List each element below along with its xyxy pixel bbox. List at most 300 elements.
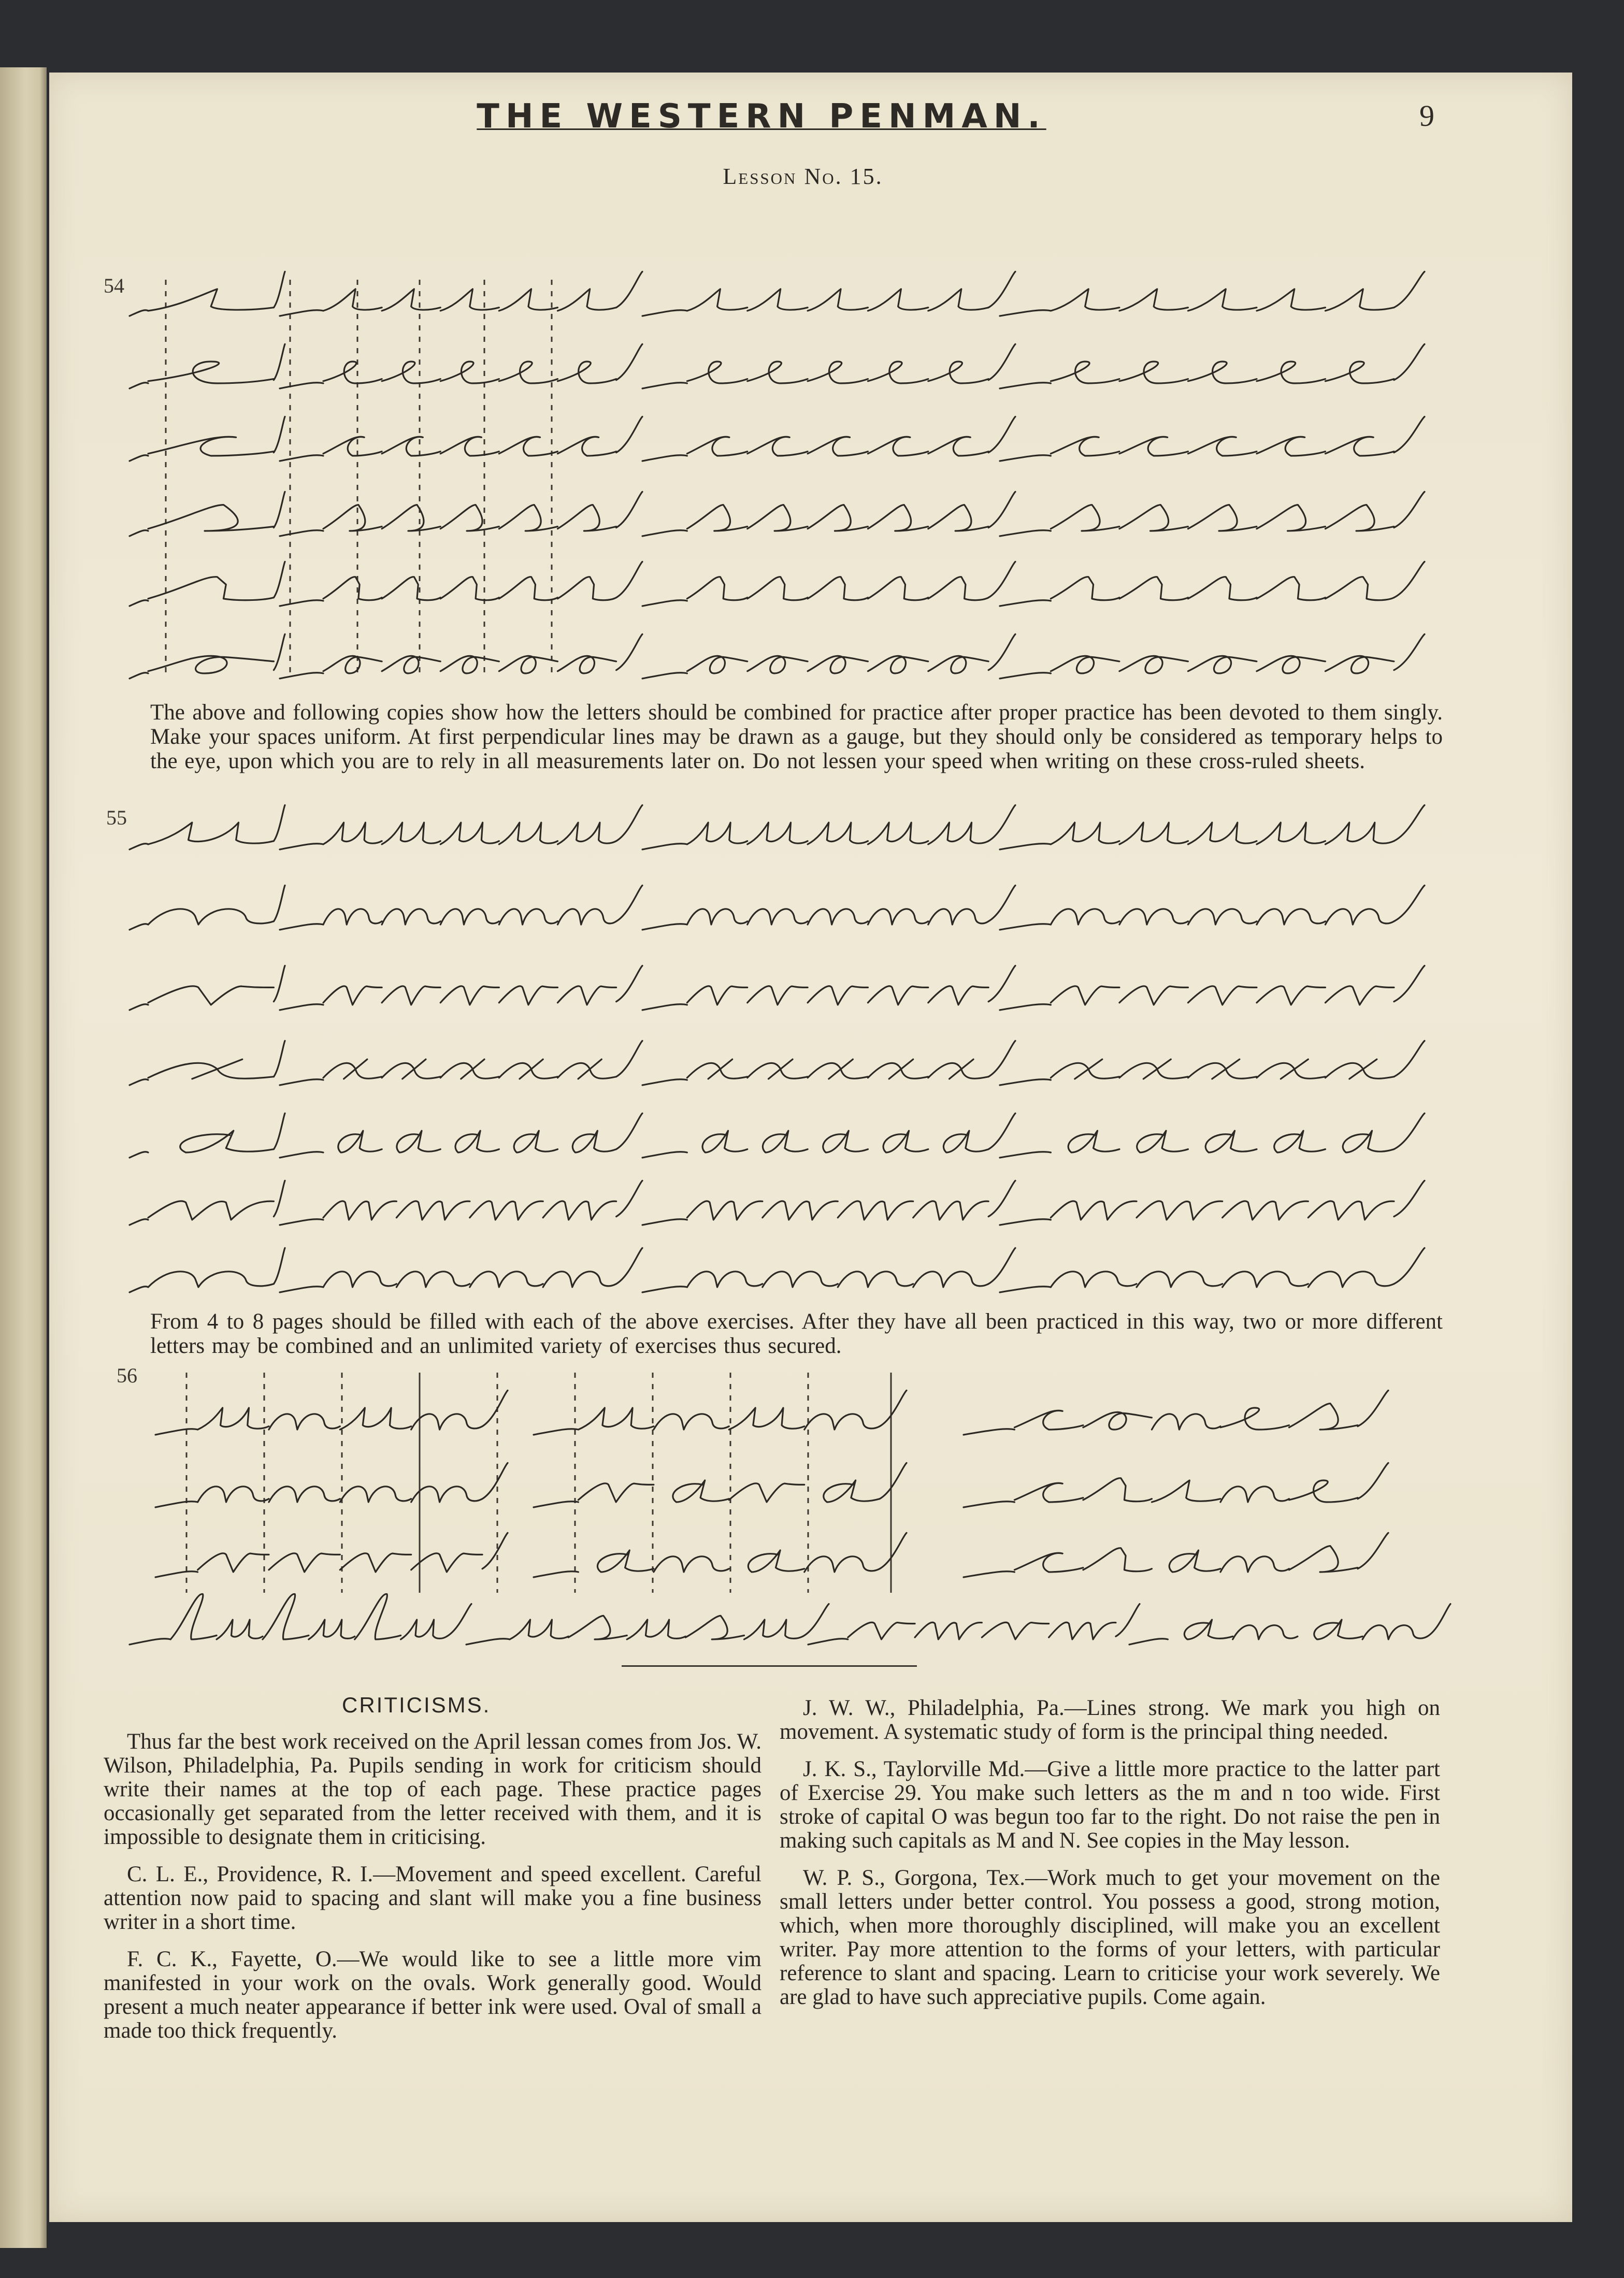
ex55-row3-group1-lead	[280, 1079, 323, 1085]
ex56-row3-group1-letter-u	[627, 1620, 685, 1639]
ex56-row2-group2-exit	[1358, 1533, 1388, 1568]
ex55-row4-group1-letter-a	[455, 1131, 499, 1152]
ex56-row0-group2-letter-c	[1014, 1410, 1083, 1430]
ex55-row2-group3-letter-v	[1051, 986, 1119, 1005]
ex55-row3-group2-letter-x	[808, 1059, 868, 1079]
ex56-row3-group1-letter-s	[685, 1616, 744, 1639]
ex54-row1-group0-lead	[130, 383, 148, 388]
ex54-row2-group3-letter-c	[1257, 437, 1326, 456]
intro-paragraph	[150, 700, 1443, 773]
ex55-row2-group2-exit	[988, 965, 1015, 1001]
ex55-row2-group2-letter-v	[687, 986, 747, 1005]
ex54-row5-group1-exit	[616, 634, 642, 670]
ex55-row4-group2-letter-a	[763, 1131, 808, 1152]
ex54-row4-group1-exit	[616, 561, 642, 597]
ex56-row2-group2-letter-a	[1169, 1550, 1220, 1572]
ex54-row3-group1-lead	[280, 530, 323, 536]
ex55-row1-group1-exit	[616, 885, 642, 921]
ex56-row3-group3-letter-m	[1233, 1625, 1298, 1639]
ex54-row4-group3-letter-r	[1325, 577, 1394, 600]
ex55-row0-group3-letter-u	[1257, 823, 1326, 844]
ex56-row3-group2-letter-w	[915, 1622, 982, 1639]
ex54-row4-group1-letter-r	[499, 577, 557, 600]
ex56-row2-group0-letter-v	[340, 1553, 411, 1572]
criticisms-left-column	[104, 1730, 761, 2056]
ex54-row0-group0-letter-i	[148, 289, 274, 311]
ex54-row2-group3-lead	[1000, 455, 1051, 461]
ex55-row6-group0-lead	[130, 1287, 148, 1292]
criticisms-heading: CRITICISMS.	[342, 1693, 491, 1717]
ex56-row2-group0-lead	[155, 1571, 198, 1577]
ex55-row0-group1-exit	[616, 805, 642, 841]
ex54-row3-group3-letter-s	[1257, 505, 1326, 531]
ex55-row3-group3-letter-x	[1188, 1059, 1257, 1079]
ex56-row2-group1-lead	[534, 1571, 578, 1577]
ex55-row2-group1-letter-v	[557, 986, 616, 1005]
ex54-row4-group3-letter-r	[1051, 577, 1119, 600]
ex54-row0-group3-lead	[1000, 310, 1051, 316]
ex54-row4-group3-exit	[1394, 561, 1425, 597]
ex56-row1-group1-letter-v	[729, 1483, 804, 1502]
ex55-row5-group0-letter-w	[148, 1201, 274, 1220]
ex56-row3-group0-exit	[447, 1604, 471, 1637]
ex55-row4-group0-lead	[130, 1152, 148, 1158]
ex54-row0-group0-lead	[130, 310, 148, 316]
ex55-row6-group3-letter-m	[1223, 1272, 1309, 1287]
ex54-row5-group2-letter-o	[748, 656, 808, 673]
ex55-row3-group0-letter-x	[148, 1059, 274, 1079]
ex55-row3-group3-letter-x	[1257, 1059, 1326, 1079]
ex56-row3-group2-letter-v	[848, 1622, 915, 1639]
ex54-row5-group1-lead	[280, 673, 323, 679]
ex56-row1-group2-letter-e	[1289, 1480, 1358, 1502]
ex56-row2-group0-letter-v	[269, 1553, 340, 1572]
ex56-row3-group3-lead	[1129, 1639, 1168, 1645]
ex54-row1-group3-letter-e	[1188, 362, 1257, 383]
ex55-row1-group3-lead	[1000, 924, 1051, 930]
ex54-row4-group1-lead	[280, 600, 323, 606]
ex54-row4-group2-letter-r	[748, 577, 808, 600]
ex56-row1-group0-letter-n	[340, 1487, 411, 1502]
ex55-row2-group1-letter-v	[440, 986, 499, 1005]
ex54-row3-group2-exit	[988, 492, 1015, 527]
pages-text: From 4 to 8 pages should be filled with each of the above exercises. After they have all been practiced in this way, two or more different letters may be combined and an unlimited variety of exercises thus secured.	[150, 1309, 1443, 1358]
ex55-row2-group3-exit	[1394, 965, 1425, 1001]
ex56-row2-group0-letter-v	[198, 1553, 269, 1572]
ex54-row5-group3-letter-o	[1119, 656, 1188, 673]
ex55-row5-group2-letter-w	[838, 1201, 913, 1220]
ex55-row5-group1-letter-w	[396, 1201, 469, 1220]
ex55-row3-group1-letter-x	[557, 1059, 616, 1079]
ex55-row1-group2-lead	[642, 924, 687, 930]
ex55-row0-group1-letter-u	[440, 823, 499, 844]
ex54-row2-group1-letter-c	[557, 437, 616, 456]
exercise-number-54: 54	[104, 274, 124, 297]
ex55-row5-group3-letter-w	[1308, 1201, 1394, 1220]
ex55-row5-group3-letter-w	[1223, 1201, 1309, 1220]
ex55-row4-group1-letter-a	[514, 1131, 557, 1152]
ex55-row2-group0-letter-v	[148, 986, 274, 1005]
ex54-row3-group3-exit	[1394, 492, 1425, 527]
ex56-row3-group2-letter-w	[1049, 1622, 1116, 1639]
ex56-row3-group0-letter-l	[263, 1594, 309, 1639]
ex54-row3-group2-letter-s	[868, 505, 928, 531]
ex54-row4-group0-letter-r	[148, 577, 274, 600]
ex56-row1-group1-letter-a	[673, 1480, 729, 1502]
ex56-row2-group1-letter-n	[654, 1556, 729, 1572]
exercise-number-56: 56	[117, 1364, 137, 1387]
ex55-row4-group2-letter-a	[943, 1131, 988, 1152]
ex55-row4-group1-lead	[280, 1152, 323, 1158]
ex54-row3-group1-letter-s	[499, 505, 557, 531]
ex54-row2-group1-lead	[280, 455, 323, 461]
ex55-row6-group0-exit	[274, 1248, 285, 1284]
ex54-row4-group0-lead	[130, 600, 148, 606]
ex54-row3-group2-letter-s	[928, 505, 988, 531]
ex55-row6-group3-exit	[1394, 1248, 1425, 1284]
ex56-row2-group2-letter-c	[1014, 1553, 1083, 1572]
pages-paragraph	[150, 1309, 1443, 1358]
ex55-row2-group1-letter-v	[499, 986, 557, 1005]
ex56-row3-group1-letter-s	[568, 1616, 627, 1639]
ex55-row4-group0-exit	[274, 1113, 285, 1149]
ex56-row1-group0-lead	[155, 1502, 198, 1507]
ex54-row1-group2-letter-e	[928, 362, 988, 383]
ex56-row0-group2-letter-s	[1289, 1404, 1358, 1430]
ex55-row5-group1-exit	[616, 1180, 642, 1216]
ex54-row2-group2-letter-c	[808, 437, 868, 456]
ex55-row1-group3-letter-n	[1119, 909, 1188, 925]
ex56-row3-group2-exit	[1116, 1604, 1140, 1637]
ex54-row2-group2-letter-c	[928, 437, 988, 456]
ex55-row1-group2-letter-n	[928, 909, 988, 925]
ex55-row5-group2-exit	[988, 1180, 1015, 1216]
criticism-paragraph: J. K. S., Taylorville Md.—Give a little more practice to the latter part of Exercise 29. You make such letters as the m and n too wide. First stroke of capital O was begun too far to the right. Do not raise the pen in making such capitals as M and N. See copies in the May lesson.	[780, 1757, 1440, 1853]
ex54-row5-group3-lead	[1000, 673, 1051, 679]
ex55-row2-group3-letter-v	[1188, 986, 1257, 1005]
ex54-row2-group3-exit	[1394, 416, 1425, 452]
ex55-row6-group3-lead	[1000, 1287, 1051, 1292]
ex55-row6-group1-letter-m	[396, 1272, 469, 1287]
ex56-row1-group0-letter-n	[269, 1487, 340, 1502]
ex55-row0-group1-letter-u	[499, 823, 557, 844]
ex54-row1-group0-letter-e	[148, 362, 274, 383]
ex54-row4-group2-letter-r	[687, 577, 747, 600]
ex54-row3-group3-letter-s	[1188, 505, 1257, 531]
ex54-row4-group1-letter-r	[557, 577, 616, 600]
ex54-row2-group1-letter-c	[323, 437, 382, 456]
ex54-row3-group3-letter-s	[1325, 505, 1394, 531]
ex55-row6-group1-letter-m	[323, 1272, 396, 1287]
ex55-row4-group3-letter-a	[1343, 1131, 1394, 1152]
ex56-row0-group1-exit	[880, 1390, 907, 1426]
ex55-row1-group3-letter-n	[1325, 909, 1394, 925]
ex54-row1-group1-letter-e	[323, 362, 382, 383]
ex54-row1-group0-exit	[274, 344, 285, 380]
ex54-row2-group0-exit	[274, 416, 285, 452]
ex56-row2-group0-letter-v	[411, 1553, 482, 1572]
ex54-row0-group3-letter-i	[1325, 289, 1394, 311]
ex54-row5-group3-letter-o	[1257, 656, 1326, 673]
ex56-row2-group1-letter-a	[748, 1550, 804, 1572]
ex55-row4-group1-exit	[616, 1113, 642, 1149]
ex54-row1-group2-letter-e	[748, 362, 808, 383]
ex55-row2-group3-lead	[1000, 1004, 1051, 1010]
ex55-row4-group1-letter-a	[338, 1131, 382, 1152]
ex56-row1-group2-lead	[964, 1502, 1014, 1507]
ex54-row3-group1-letter-s	[382, 505, 440, 531]
ex56-row2-group1-letter-n	[804, 1556, 880, 1572]
running-head: THE WESTERN PENMAN.	[477, 97, 1046, 136]
ex54-row4-group3-letter-r	[1257, 577, 1326, 600]
ex56-row1-group0-letter-n	[411, 1487, 482, 1502]
ex55-row1-group3-letter-n	[1257, 909, 1326, 925]
page-number: 9	[1419, 99, 1434, 133]
ex55-row5-group0-exit	[274, 1180, 285, 1216]
ex56-row2-group2-letter-r	[1083, 1548, 1152, 1571]
ex55-row1-group0-lead	[130, 924, 148, 930]
ex56-row3-group3-letter-a	[1314, 1620, 1362, 1639]
ex54-row1-group2-exit	[988, 344, 1015, 380]
ex55-row3-group2-letter-x	[928, 1059, 988, 1079]
ex56-row0-group0-exit	[482, 1390, 508, 1426]
ex55-row0-group1-letter-u	[382, 823, 440, 844]
section-divider	[622, 1665, 917, 1667]
ex55-row4-group3-letter-a	[1274, 1131, 1326, 1152]
ex54-row4-group3-lead	[1000, 600, 1051, 606]
ex55-row0-group0-exit	[274, 805, 285, 841]
ex55-row0-group1-letter-u	[323, 823, 382, 844]
ex55-row3-group1-exit	[616, 1041, 642, 1076]
ex54-row3-group1-letter-s	[440, 505, 499, 531]
ex55-row6-group3-letter-m	[1308, 1272, 1394, 1287]
ex54-row1-group1-lead	[280, 383, 323, 388]
ex54-row0-group2-letter-i	[868, 289, 928, 311]
ex55-row5-group1-lead	[280, 1219, 323, 1225]
ex56-row3-group0-letter-l	[170, 1594, 217, 1639]
ex54-row2-group1-letter-c	[382, 437, 440, 456]
ex56-row3-group3-exit	[1427, 1604, 1450, 1637]
ex55-row1-group0-letter-n	[148, 909, 274, 925]
ex56-row0-group0-lead	[155, 1429, 198, 1435]
ex54-row5-group1-letter-o	[440, 656, 499, 673]
criticisms-right-column	[780, 1696, 1440, 2023]
ex55-row6-group2-letter-m	[763, 1272, 838, 1287]
ex54-row1-group1-letter-e	[382, 362, 440, 383]
ex55-row3-group1-letter-x	[499, 1059, 557, 1079]
ex56-row0-group2-lead	[964, 1429, 1014, 1435]
ex56-row1-group2-letter-c	[1014, 1483, 1083, 1502]
exercise-number-55: 55	[106, 806, 127, 829]
ex56-row0-group2-letter-n	[1152, 1414, 1220, 1430]
ex54-row5-group2-letter-o	[687, 656, 747, 673]
ex55-row6-group3-letter-m	[1137, 1272, 1223, 1287]
ex54-row0-group3-letter-i	[1188, 289, 1257, 311]
ex54-row1-group3-letter-e	[1325, 362, 1394, 383]
criticism-paragraph: F. C. K., Fayette, O.—We would like to see a little more vim manifested in your work on the ovals. Work generally good. Would present a much neater appearance if better ink were used. Oval of small a made too thick frequently.	[104, 1947, 761, 2043]
ex56-row3-group1-letter-u	[744, 1620, 802, 1639]
ex56-row1-group2-letter-m	[1220, 1487, 1289, 1502]
ex55-row5-group2-lead	[642, 1219, 687, 1225]
ex55-row2-group1-exit	[616, 965, 642, 1001]
ex56-row3-group1-lead	[466, 1639, 510, 1645]
script-strokes	[130, 271, 1450, 1645]
ex55-row5-group0-lead	[130, 1219, 148, 1225]
criticism-paragraph: C. L. E., Providence, R. I.—Movement and speed excellent. Careful attention now paid to spacing and slant will make you a fine business writer in a short time.	[104, 1862, 761, 1934]
ex54-row2-group0-lead	[130, 455, 148, 461]
ex55-row2-group1-letter-v	[323, 986, 382, 1005]
ex55-row0-group0-letter-u	[148, 823, 274, 844]
ex55-row3-group3-letter-x	[1325, 1059, 1394, 1079]
ex56-row0-group2-letter-o	[1083, 1412, 1152, 1430]
ex56-row1-group0-exit	[482, 1463, 508, 1498]
criticism-paragraph: J. W. W., Philadelphia, Pa.—Lines strong. We mark you high on movement. A systematic study of form is the principal thing needed.	[780, 1696, 1440, 1744]
ex54-row4-group2-exit	[988, 561, 1015, 597]
ex56-row2-group2-lead	[964, 1571, 1014, 1577]
ex54-row3-group3-letter-s	[1051, 505, 1119, 531]
ex56-row2-group1-letter-a	[597, 1550, 653, 1572]
ex55-row5-group3-lead	[1000, 1219, 1051, 1225]
ex54-row4-group3-letter-r	[1119, 577, 1188, 600]
ex55-row6-group1-lead	[280, 1287, 323, 1292]
ex56-row3-group0-lead	[130, 1639, 170, 1645]
ex54-row2-group2-lead	[642, 455, 687, 461]
lesson-title: Lesson No. 15.	[723, 164, 883, 189]
ex55-row3-group2-letter-x	[868, 1059, 928, 1079]
ex55-row0-group2-letter-u	[687, 823, 747, 844]
ex56-row3-group0-letter-u	[309, 1620, 355, 1639]
ex55-row4-group2-lead	[642, 1152, 687, 1158]
ex55-row4-group2-letter-a	[883, 1131, 928, 1152]
ex55-row6-group2-letter-m	[838, 1272, 913, 1287]
ex54-row5-group1-letter-o	[499, 656, 557, 673]
ex55-row6-group1-exit	[616, 1248, 642, 1284]
ex54-row4-group1-letter-r	[382, 577, 440, 600]
ex54-row5-group2-exit	[988, 634, 1015, 670]
ex54-row5-group0-lead	[130, 673, 148, 679]
ex54-row4-group2-letter-r	[808, 577, 868, 600]
ex55-row2-group2-letter-v	[928, 986, 988, 1005]
ex54-row5-group2-letter-o	[868, 656, 928, 673]
ex55-row1-group3-letter-n	[1051, 909, 1119, 925]
ex54-row2-group3-letter-c	[1188, 437, 1257, 456]
ex54-row2-group2-letter-c	[868, 437, 928, 456]
ex54-row1-group2-letter-e	[868, 362, 928, 383]
ex55-row2-group1-lead	[280, 1004, 323, 1010]
ex56-row1-group2-letter-r	[1083, 1478, 1152, 1502]
ex56-row0-group1-letter-u	[729, 1408, 804, 1430]
ex55-row1-group1-letter-n	[323, 909, 382, 925]
ex55-row3-group1-letter-x	[382, 1059, 440, 1079]
ex55-row0-group0-lead	[130, 844, 148, 849]
ex54-row3-group0-lead	[130, 530, 148, 536]
ex54-row0-group1-lead	[280, 310, 323, 316]
ex54-row5-group1-letter-o	[557, 656, 616, 673]
ex56-row0-group2-letter-e	[1220, 1408, 1289, 1430]
ex56-row0-group1-letter-u	[578, 1408, 653, 1430]
ex55-row1-group1-lead	[280, 924, 323, 930]
ex54-row4-group2-letter-r	[868, 577, 928, 600]
ex54-row3-group1-letter-s	[557, 505, 616, 531]
ex56-row2-group0-exit	[482, 1533, 508, 1568]
ex55-row6-group2-letter-m	[913, 1272, 988, 1287]
ex55-row0-group1-lead	[280, 844, 323, 849]
ex54-row1-group3-lead	[1000, 383, 1051, 388]
ex54-row2-group1-letter-c	[440, 437, 499, 456]
ex55-row0-group1-letter-u	[557, 823, 616, 844]
ex55-row1-group2-letter-n	[748, 909, 808, 925]
ex54-row0-group2-letter-i	[687, 289, 747, 311]
ex55-row2-group3-letter-v	[1119, 986, 1188, 1005]
criticism-paragraph: Thus far the best work received on the April lessan comes from Jos. W. Wilson, Philadelphia, Pa. Pupils sending in work for criticism should write their names at the top of each page. These practice pages occasionally get separated from the letter received with them, and it is impossible to designate them in criticising.	[104, 1729, 761, 1849]
ex54-row1-group2-letter-e	[687, 362, 747, 383]
ex54-row1-group1-exit	[616, 344, 642, 380]
ex55-row3-group2-letter-x	[748, 1059, 808, 1079]
ex56-row0-group0-letter-n	[411, 1414, 482, 1430]
ex54-row1-group2-letter-e	[808, 362, 868, 383]
ex54-row2-group2-exit	[988, 416, 1015, 452]
ex55-row6-group2-letter-m	[687, 1272, 762, 1287]
ex54-row5-group3-letter-o	[1051, 656, 1119, 673]
ex55-row2-group2-letter-v	[808, 986, 868, 1005]
ex54-row0-group2-exit	[988, 271, 1015, 307]
ex55-row1-group2-letter-n	[808, 909, 868, 925]
ex54-row3-group2-letter-s	[687, 505, 747, 531]
ex54-row4-group1-letter-r	[323, 577, 382, 600]
ex54-row0-group3-letter-i	[1257, 289, 1326, 311]
ex54-row5-group1-letter-o	[323, 656, 382, 673]
ex55-row0-group3-lead	[1000, 844, 1051, 849]
ex55-row0-group2-exit	[988, 805, 1015, 841]
ex54-row5-group3-exit	[1394, 634, 1425, 670]
ex55-row4-group2-exit	[988, 1113, 1015, 1149]
ex55-row0-group3-exit	[1394, 805, 1425, 841]
ex54-row4-group1-letter-r	[440, 577, 499, 600]
ex54-row3-group2-lead	[642, 530, 687, 536]
ex54-row2-group2-letter-c	[748, 437, 808, 456]
ex55-row5-group3-exit	[1394, 1180, 1425, 1216]
ex54-row3-group3-lead	[1000, 530, 1051, 536]
ex55-row5-group2-letter-w	[687, 1201, 762, 1220]
ex56-row0-group1-letter-n	[654, 1414, 729, 1430]
ex55-row5-group1-letter-w	[323, 1201, 396, 1220]
ex55-row0-group2-letter-u	[808, 823, 868, 844]
ex55-row0-group3-letter-u	[1119, 823, 1188, 844]
ex55-row4-group3-exit	[1394, 1113, 1425, 1149]
ex55-row1-group2-letter-n	[868, 909, 928, 925]
ex55-row5-group1-letter-w	[543, 1201, 616, 1220]
ex55-row6-group3-letter-m	[1051, 1272, 1137, 1287]
ex55-row6-group2-exit	[988, 1248, 1015, 1284]
gauge-lines	[166, 280, 891, 1593]
ex55-row5-group3-letter-w	[1137, 1201, 1223, 1220]
ex54-row1-group3-exit	[1394, 344, 1425, 380]
ex55-row0-group2-letter-u	[748, 823, 808, 844]
ex55-row1-group1-letter-n	[499, 909, 557, 925]
ex55-row4-group1-letter-a	[572, 1131, 616, 1152]
ex54-row3-group1-exit	[616, 492, 642, 527]
ex55-row6-group1-letter-m	[543, 1272, 616, 1287]
ex56-row3-group0-letter-l	[355, 1594, 401, 1639]
ex56-row3-group1-letter-u	[510, 1620, 568, 1639]
ex55-row6-group2-lead	[642, 1287, 687, 1292]
ex55-row1-group1-letter-n	[557, 909, 616, 925]
ex55-row0-group3-letter-u	[1051, 823, 1119, 844]
ex54-row3-group0-letter-s	[148, 505, 274, 531]
ex54-row3-group3-letter-s	[1119, 505, 1188, 531]
ex55-row4-group0-letter-a	[180, 1131, 274, 1152]
ex55-row3-group3-lead	[1000, 1079, 1051, 1085]
